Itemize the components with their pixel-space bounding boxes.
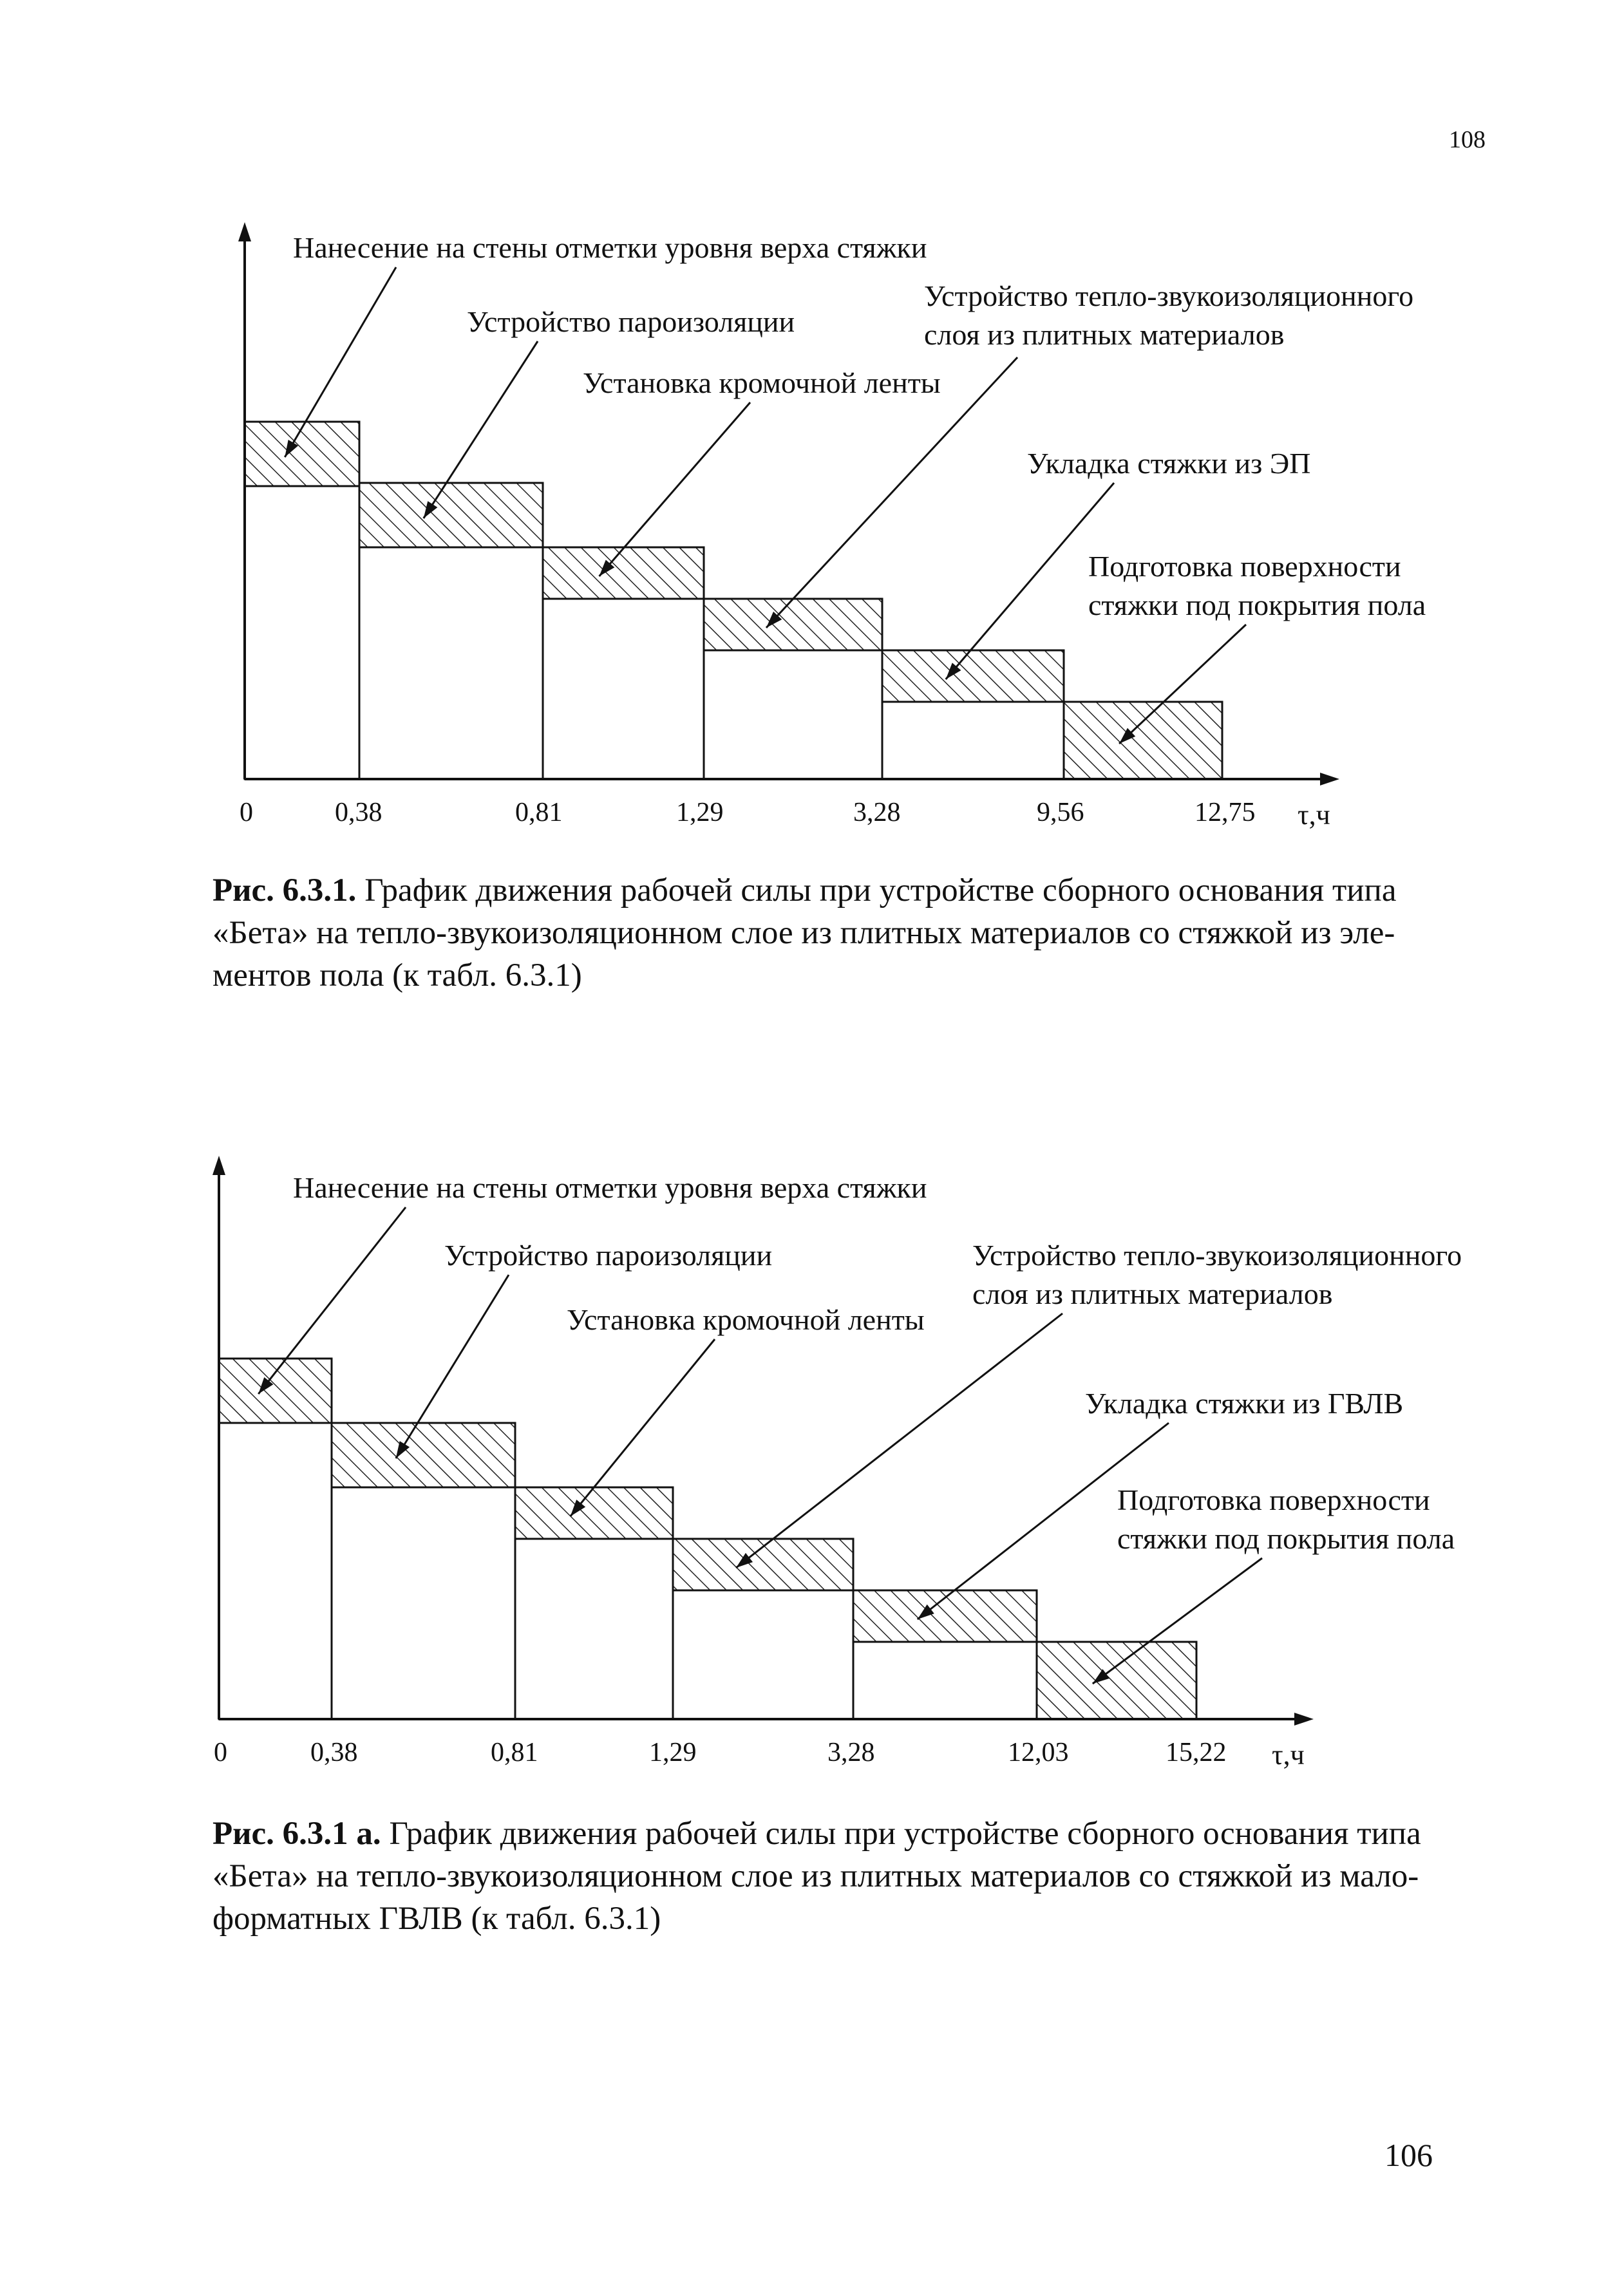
x-tick-label: 0,81 <box>491 1738 538 1767</box>
figure-2-caption <box>212 1812 1423 1940</box>
base-bar-2 <box>332 1487 515 1719</box>
base-bar-2 <box>359 547 543 779</box>
figure-1-caption-label: Рис. 6.3.1. <box>212 872 357 908</box>
x-tick-label: 0,38 <box>335 798 382 827</box>
label-screed: Укладка стяжки из ГВЛВ <box>1085 1387 1404 1420</box>
page-number-bottom: 106 <box>1384 2137 1433 2173</box>
label-vapor-barrier: Устройство пароизоляции <box>444 1239 773 1272</box>
hatched-bar-1 <box>219 1359 332 1423</box>
label-screed: Укладка стяжки из ЭП <box>1027 447 1311 480</box>
x-tick-label: 3,28 <box>853 798 901 827</box>
hatched-bar-2 <box>332 1423 515 1487</box>
x-tick-label: 12,03 <box>1008 1738 1069 1767</box>
label-insulation-line1: Устройство тепло-звукоизоляционного <box>924 279 1414 312</box>
label-insulation-line1: Устройство тепло-звукоизоляционного <box>972 1239 1462 1272</box>
y-axis-arrow-icon <box>238 222 251 241</box>
label-surface-prep-line2: стяжки под покрытия пола <box>1088 588 1426 621</box>
hatched-bar-3 <box>515 1487 673 1539</box>
x-axis-label: τ,ч <box>1272 1739 1305 1771</box>
base-bar-5 <box>853 1642 1037 1719</box>
label-insulation-line2: слоя из плитных материалов <box>972 1277 1333 1310</box>
hatched-bar-3 <box>543 547 704 599</box>
x-tick-label: 0 <box>214 1738 227 1767</box>
leader-line-5 <box>918 1423 1169 1619</box>
hatched-bar-5 <box>882 650 1064 702</box>
x-axis-label: τ,ч <box>1298 799 1330 831</box>
label-surface-prep-line1: Подготовка поверхности <box>1088 550 1401 583</box>
base-bar-4 <box>704 650 882 779</box>
chart-2 <box>0 1127 1624 1771</box>
x-tick-label: 0,81 <box>515 798 563 827</box>
figure-1-caption-text: График движения рабочей силы при устройстве сборного основания типа «Бета» на тепло-звукоизоляционном слое из плитных материалов со стяжкой из эле-ментов пола (к табл. 6.3.1) <box>212 872 1397 993</box>
y-axis-arrow-icon <box>212 1156 225 1175</box>
figure-1-caption <box>212 869 1423 997</box>
x-axis-arrow-icon <box>1294 1713 1314 1726</box>
x-tick-label: 12,75 <box>1194 798 1256 827</box>
leader-line-4 <box>736 1313 1062 1568</box>
label-insulation-line2: слоя из плитных материалов <box>924 318 1285 351</box>
label-marking: Нанесение на стены отметки уровня верха стяжки <box>293 1171 927 1204</box>
label-marking: Нанесение на стены отметки уровня верха стяжки <box>293 231 927 264</box>
x-tick-label: 0 <box>240 798 253 827</box>
base-bar-1 <box>245 486 359 779</box>
label-surface-prep-line2: стяжки под покрытия пола <box>1117 1522 1455 1555</box>
hatched-bar-4 <box>704 599 882 650</box>
base-bar-5 <box>882 702 1064 779</box>
hatched-bar-6 <box>1064 702 1222 779</box>
figure-2-caption-text: График движения рабочей силы при устройстве сборного основания типа «Бета» на тепло-звукоизоляционном слое из плитных материалов со стяжкой из мало-форматных ГВЛВ (к табл. 6.3.1) <box>212 1816 1421 1937</box>
x-tick-label: 0,38 <box>310 1738 358 1767</box>
base-bar-4 <box>673 1590 853 1719</box>
hatched-bar-6 <box>1037 1642 1196 1719</box>
label-surface-prep-line1: Подготовка поверхности <box>1117 1483 1430 1516</box>
x-tick-label: 1,29 <box>676 798 724 827</box>
x-tick-label: 1,29 <box>649 1738 697 1767</box>
x-tick-label: 3,28 <box>827 1738 875 1767</box>
x-tick-label: 15,22 <box>1166 1738 1227 1767</box>
label-edge-tape: Установка кромочной ленты <box>583 366 941 399</box>
base-bar-1 <box>219 1423 332 1719</box>
figure-2 <box>0 1127 1624 1771</box>
figure-2-caption-label: Рис. 6.3.1 а. <box>212 1816 381 1852</box>
x-axis-arrow-icon <box>1320 773 1339 786</box>
hatched-bar-2 <box>359 483 543 547</box>
page-number-top: 108 <box>1449 126 1486 153</box>
base-bar-3 <box>543 599 704 779</box>
x-tick-label: 9,56 <box>1037 798 1084 827</box>
label-vapor-barrier: Устройство пароизоляции <box>467 305 795 338</box>
label-edge-tape: Установка кромочной ленты <box>567 1303 925 1336</box>
base-bar-3 <box>515 1539 673 1719</box>
hatched-bar-1 <box>245 422 359 486</box>
